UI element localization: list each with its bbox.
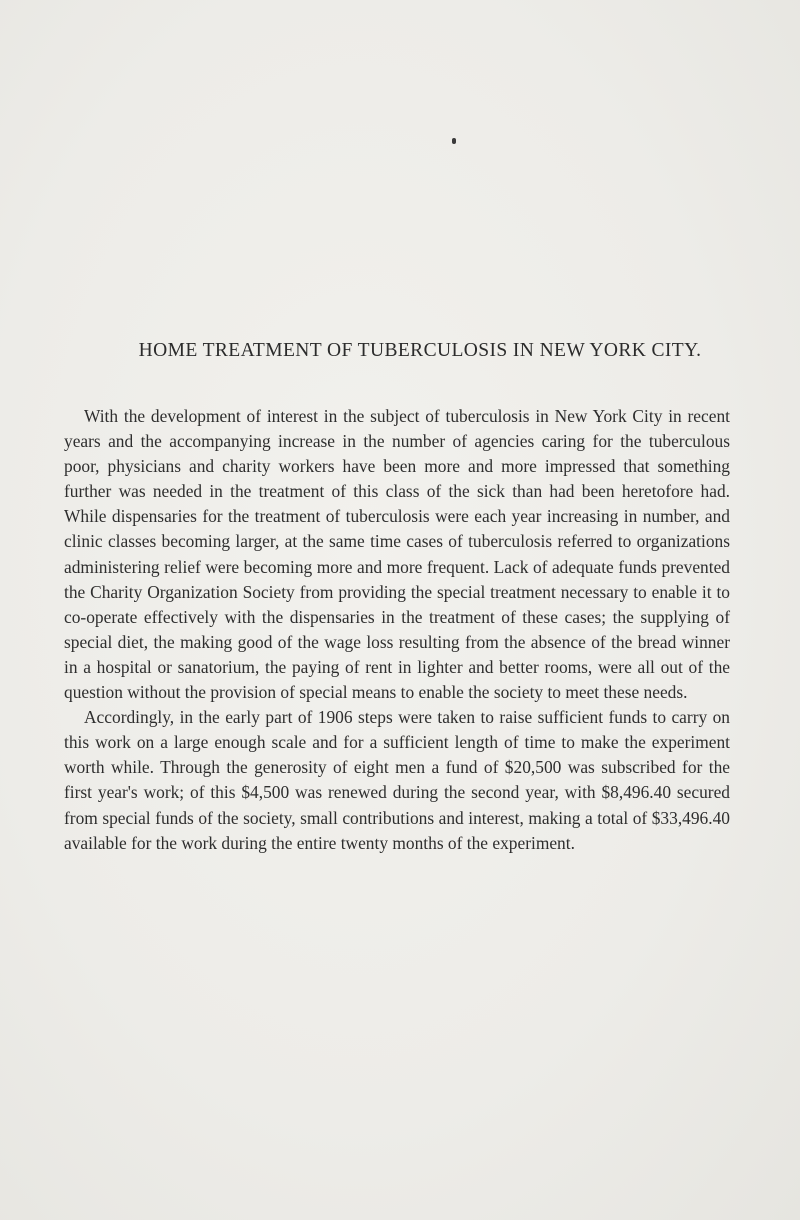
document-title: HOME TREATMENT OF TUBERCULOSIS IN NEW YORK CITY.: [138, 340, 702, 361]
print-speck: [452, 138, 456, 144]
paragraph-1: With the development of interest in the subject of tuberculosis in New York City in recent years and the accompanying increase in the number of agencies caring for the tuberculous poor, physicians and charity workers have been more and more impressed that something further was needed in the treatment of this class of the sick than had been heretofore had. While dispensaries for the treatment of tuberculosis were each year increasing in number, and clinic classes becoming larger, at the same time cases of tuberculosis referred to organizations administering relief were becoming more and more frequent. Lack of adequate funds prevented the Charity Organization Society from providing the special treatment necessary to enable it to co-operate effectively with the dispensaries in the treatment of these cases; the supplying of special diet, the making good of the wage loss resulting from the absence of the bread winner in a hospital or sanatorium, the paying of rent in lighter and better rooms, were all out of the question without the provision of special means to enable the society to meet these needs.: [64, 406, 730, 703]
paragraph-2: Accordingly, in the early part of 1906 steps were taken to raise sufficient funds to carry on this work on a large enough scale and for a sufficient length of time to make the experiment worth while. Through the generosity of eight men a fund of $20,500 was subscribed for the first year's work; of this $4,500 was renewed during the second year, with $8,496.40 secured from special funds of the society, small contributions and interest, making a total of $33,496.40 available for the work during the entire twenty months of the experiment.: [64, 707, 730, 853]
document-body: [64, 404, 730, 856]
